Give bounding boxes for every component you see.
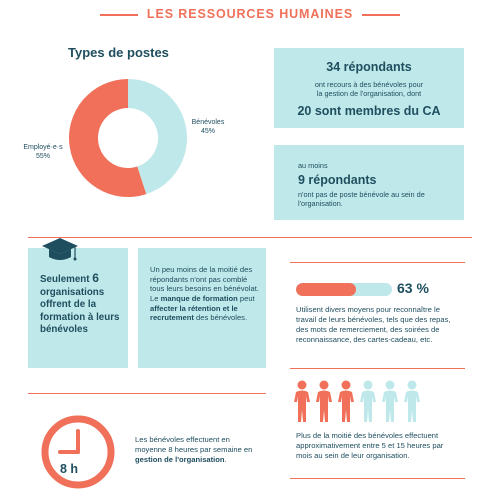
stat-volunteers-box: [274, 48, 464, 128]
hours-bold: gestion de l'organisation: [135, 454, 225, 464]
training-text-after: organisations offrent de la formation à leurs bénévoles: [40, 286, 120, 336]
recognition-bar-fill: [296, 283, 356, 296]
note-text-3: des bénévoles.: [193, 313, 248, 323]
header-rule-right: [362, 14, 400, 16]
person-icon: [294, 381, 310, 423]
recognition-percent: 63 %: [397, 280, 429, 296]
people-text: Plus de la moitié des bénévoles effectuent approximativement entre 5 et 15 heures par mois au sein de leur organisation.: [296, 431, 444, 460]
donut-label-benevoles: [188, 118, 228, 136]
person-icon: [382, 381, 398, 423]
poste-types-title: Types de postes: [68, 45, 169, 60]
stat-no-post-count: 9 répondants: [298, 173, 377, 187]
person-icon: [360, 381, 376, 423]
note-text-1: Un peu moins de la moitié des répondants n'ont pas comblé tous leurs besoins en bénévolat. Le: [150, 265, 259, 303]
donut-label-benevoles-name: Bénévoles: [191, 119, 225, 126]
person-icon: [338, 381, 354, 423]
stat-volunteers-desc: ont recours à des bénévoles pour la gestion de l'organisation, dont: [314, 80, 424, 99]
note-bold-2: affecter la rétention et le recrutement: [150, 303, 238, 323]
hours-text-2: .: [224, 454, 227, 464]
hours-text-1: Les bénévoles effectuent en moyenne 8 heures par semaine en: [135, 435, 253, 454]
graduation-cap-icon: [40, 236, 80, 266]
donut-label-employes-name: Employé·e·s: [23, 144, 63, 151]
note-bold-1: manque de formation: [160, 293, 238, 303]
person-icon: [404, 381, 420, 423]
training-number: 6: [92, 271, 99, 285]
hours-text: [135, 435, 260, 465]
hours-rule: [28, 393, 266, 394]
stat-no-post-box: [274, 145, 464, 220]
people-icons: [292, 380, 422, 424]
training-text-before: Seulement: [40, 274, 93, 285]
stat-no-post-desc: n'ont pas de poste bénévole au sein de l'organisation.: [298, 190, 425, 209]
donut-label-benevoles-pct: 45%: [200, 128, 215, 136]
person-icon: [316, 381, 332, 423]
recognition-rule-bottom: [290, 368, 465, 369]
section-divider: [28, 237, 472, 238]
donut-label-employes-pct: 55%: [35, 153, 50, 161]
clock-icon: [40, 414, 116, 490]
donut-label-employes: [22, 143, 64, 161]
recognition-rule-top: [290, 262, 465, 263]
stat-no-post-prefix: au moins: [298, 161, 328, 170]
stat-volunteers-highlight: 20 sont membres du CA: [297, 104, 441, 118]
resources-note-text: [150, 265, 260, 323]
stat-volunteers-count: 34 répondants: [326, 60, 412, 74]
recognition-text: Utilisent divers moyens pour reconnaître le travail de leurs bénévoles, tels que des repas, des mots de remerciement, des soirées de reconnaissance, des cartes-cadeau, etc.: [296, 305, 451, 344]
training-text: [40, 271, 124, 337]
recognition-bar: [296, 283, 392, 296]
people-rule-bottom: [290, 478, 465, 479]
poste-types-donut: [68, 78, 188, 198]
clock-label: 8 h: [60, 462, 79, 476]
note-text-2: peut: [237, 293, 255, 303]
page-title: LES RESSOURCES HUMAINES: [146, 7, 354, 21]
